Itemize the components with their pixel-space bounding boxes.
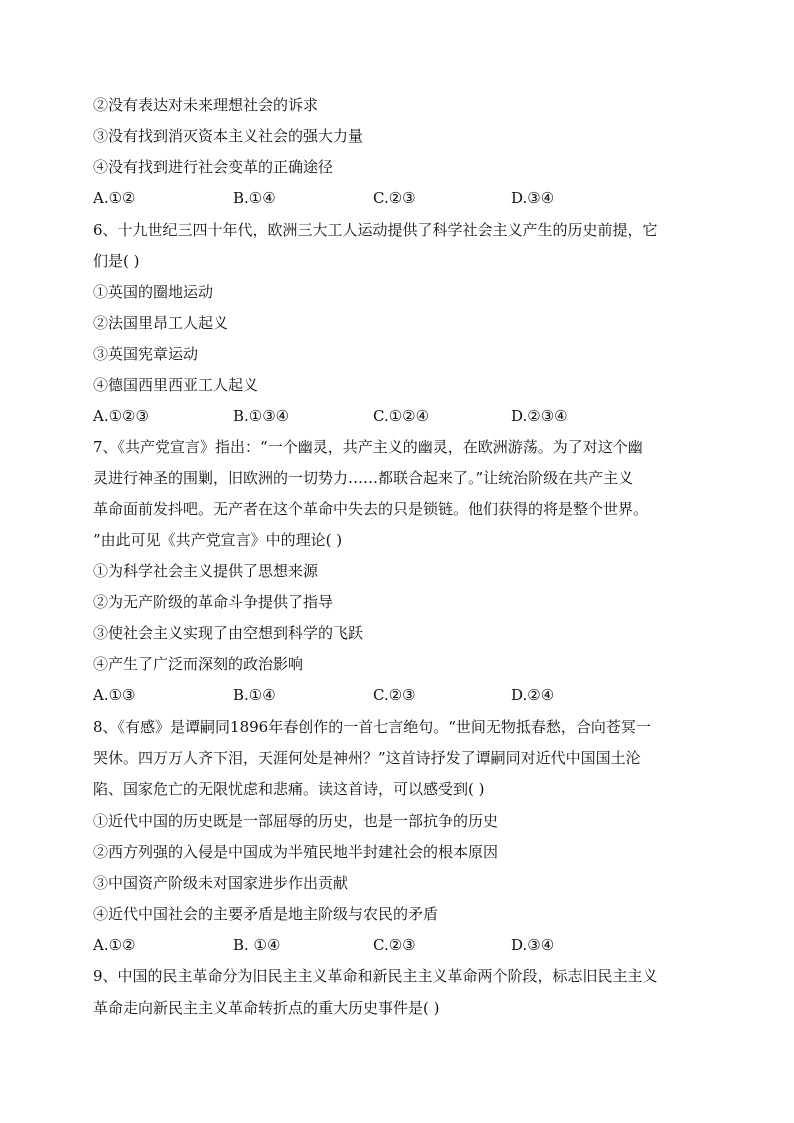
q7-item-2: ②为无产阶级的革命斗争提供了指导 (93, 593, 334, 611)
q6-item-3: ③英国宪章运动 (93, 345, 199, 363)
q8-option-b: B. ①④ (233, 936, 281, 954)
q6-item-2: ②法国里昂工人起义 (93, 314, 229, 332)
q7-option-c: C.②③ (373, 686, 416, 704)
q7-stem-line-2: 灵进行神圣的围剿，旧欧洲的一切势力……都联合起来了。”让统治阶级在共产主义 (93, 469, 634, 487)
q6-stem-line-2: 们是( ) (93, 252, 140, 270)
q7-stem-line-1: 7、《共产党宣言》指出：“一个幽灵，共产主义的幽灵，在欧洲游荡。为了对这个幽 (93, 438, 643, 456)
q5-item-4: ④没有找到进行社会变革的正确途径 (93, 158, 334, 176)
q7-item-4: ④产生了广泛而深刻的政治影响 (93, 655, 304, 673)
q8-options (93, 935, 713, 955)
q8-stem-line-3: 陷、国家危亡的无限忧虑和悲痛。读这首诗，可以感受到( ) (93, 780, 485, 798)
q7-item-3: ③使社会主义实现了由空想到科学的飞跃 (93, 624, 364, 642)
q5-item-3: ③没有找到消灭资本主义社会的强大力量 (93, 127, 364, 145)
q6-item-4: ④德国西里西亚工人起义 (93, 376, 259, 394)
q6-stem-line-1: 6、十九世纪三四十年代，欧洲三大工人运动提供了科学社会主义产生的历史前提，它 (93, 221, 658, 239)
q7-option-d: D.②④ (511, 686, 555, 704)
q7-item-1: ①为科学社会主义提供了思想来源 (93, 562, 319, 580)
q7-stem-line-3: 革命面前发抖吧。无产者在这个革命中失去的只是锁链。他们获得的将是整个世界。 (93, 500, 649, 518)
q5-option-c: C.②③ (373, 189, 416, 207)
q9-stem-line-2: 革命走向新民主主义革命转折点的重大历史事件是( ) (93, 999, 440, 1017)
q6-options (93, 406, 713, 426)
q8-option-c: C.②③ (373, 936, 416, 954)
q8-item-4: ④近代中国社会的主要矛盾是地主阶级与农民的矛盾 (93, 905, 439, 923)
q5-options (93, 188, 713, 208)
q7-stem-line-4: ”由此可见《共产党宣言》中的理论( ) (93, 531, 343, 549)
q5-option-d: D.③④ (511, 189, 555, 207)
q8-item-1: ①近代中国的历史既是一部屈辱的历史，也是一部抗争的历史 (93, 812, 499, 830)
q8-item-2: ②西方列强的入侵是中国成为半殖民地半封建社会的根本原因 (93, 843, 499, 861)
q8-item-3: ③中国资产阶级未对国家进步作出贡献 (93, 874, 349, 892)
q6-option-d: D.②③④ (511, 407, 568, 425)
q7-option-a: A.①③ (93, 686, 136, 704)
q5-option-a: A.①② (93, 189, 136, 207)
q6-item-1: ①英国的圈地运动 (93, 283, 214, 301)
q6-option-b: B.①③④ (233, 407, 290, 425)
q6-option-a: A.①②③ (93, 407, 149, 425)
q5-option-b: B.①④ (233, 189, 276, 207)
q5-item-2: ②没有表达对未来理想社会的诉求 (93, 96, 319, 114)
q6-option-c: C.①②④ (373, 407, 430, 425)
q8-option-d: D.③④ (511, 936, 555, 954)
q8-stem-line-1: 8、《有感》是谭嗣同1896年春创作的一首七言绝句。“世间无物抵春愁，合向苍冥一 (93, 718, 651, 736)
q7-option-b: B.①④ (233, 686, 276, 704)
q7-options (93, 685, 713, 705)
q8-stem-line-2: 哭休。四万万人齐下泪，天涯何处是神州？”这首诗抒发了谭嗣同对近代中国国土沦 (93, 749, 641, 767)
q8-option-a: A.①② (93, 936, 136, 954)
q9-stem-line-1: 9、中国的民主革命分为旧民主主义革命和新民主主义革命两个阶段，标志旧民主主义 (93, 967, 658, 985)
